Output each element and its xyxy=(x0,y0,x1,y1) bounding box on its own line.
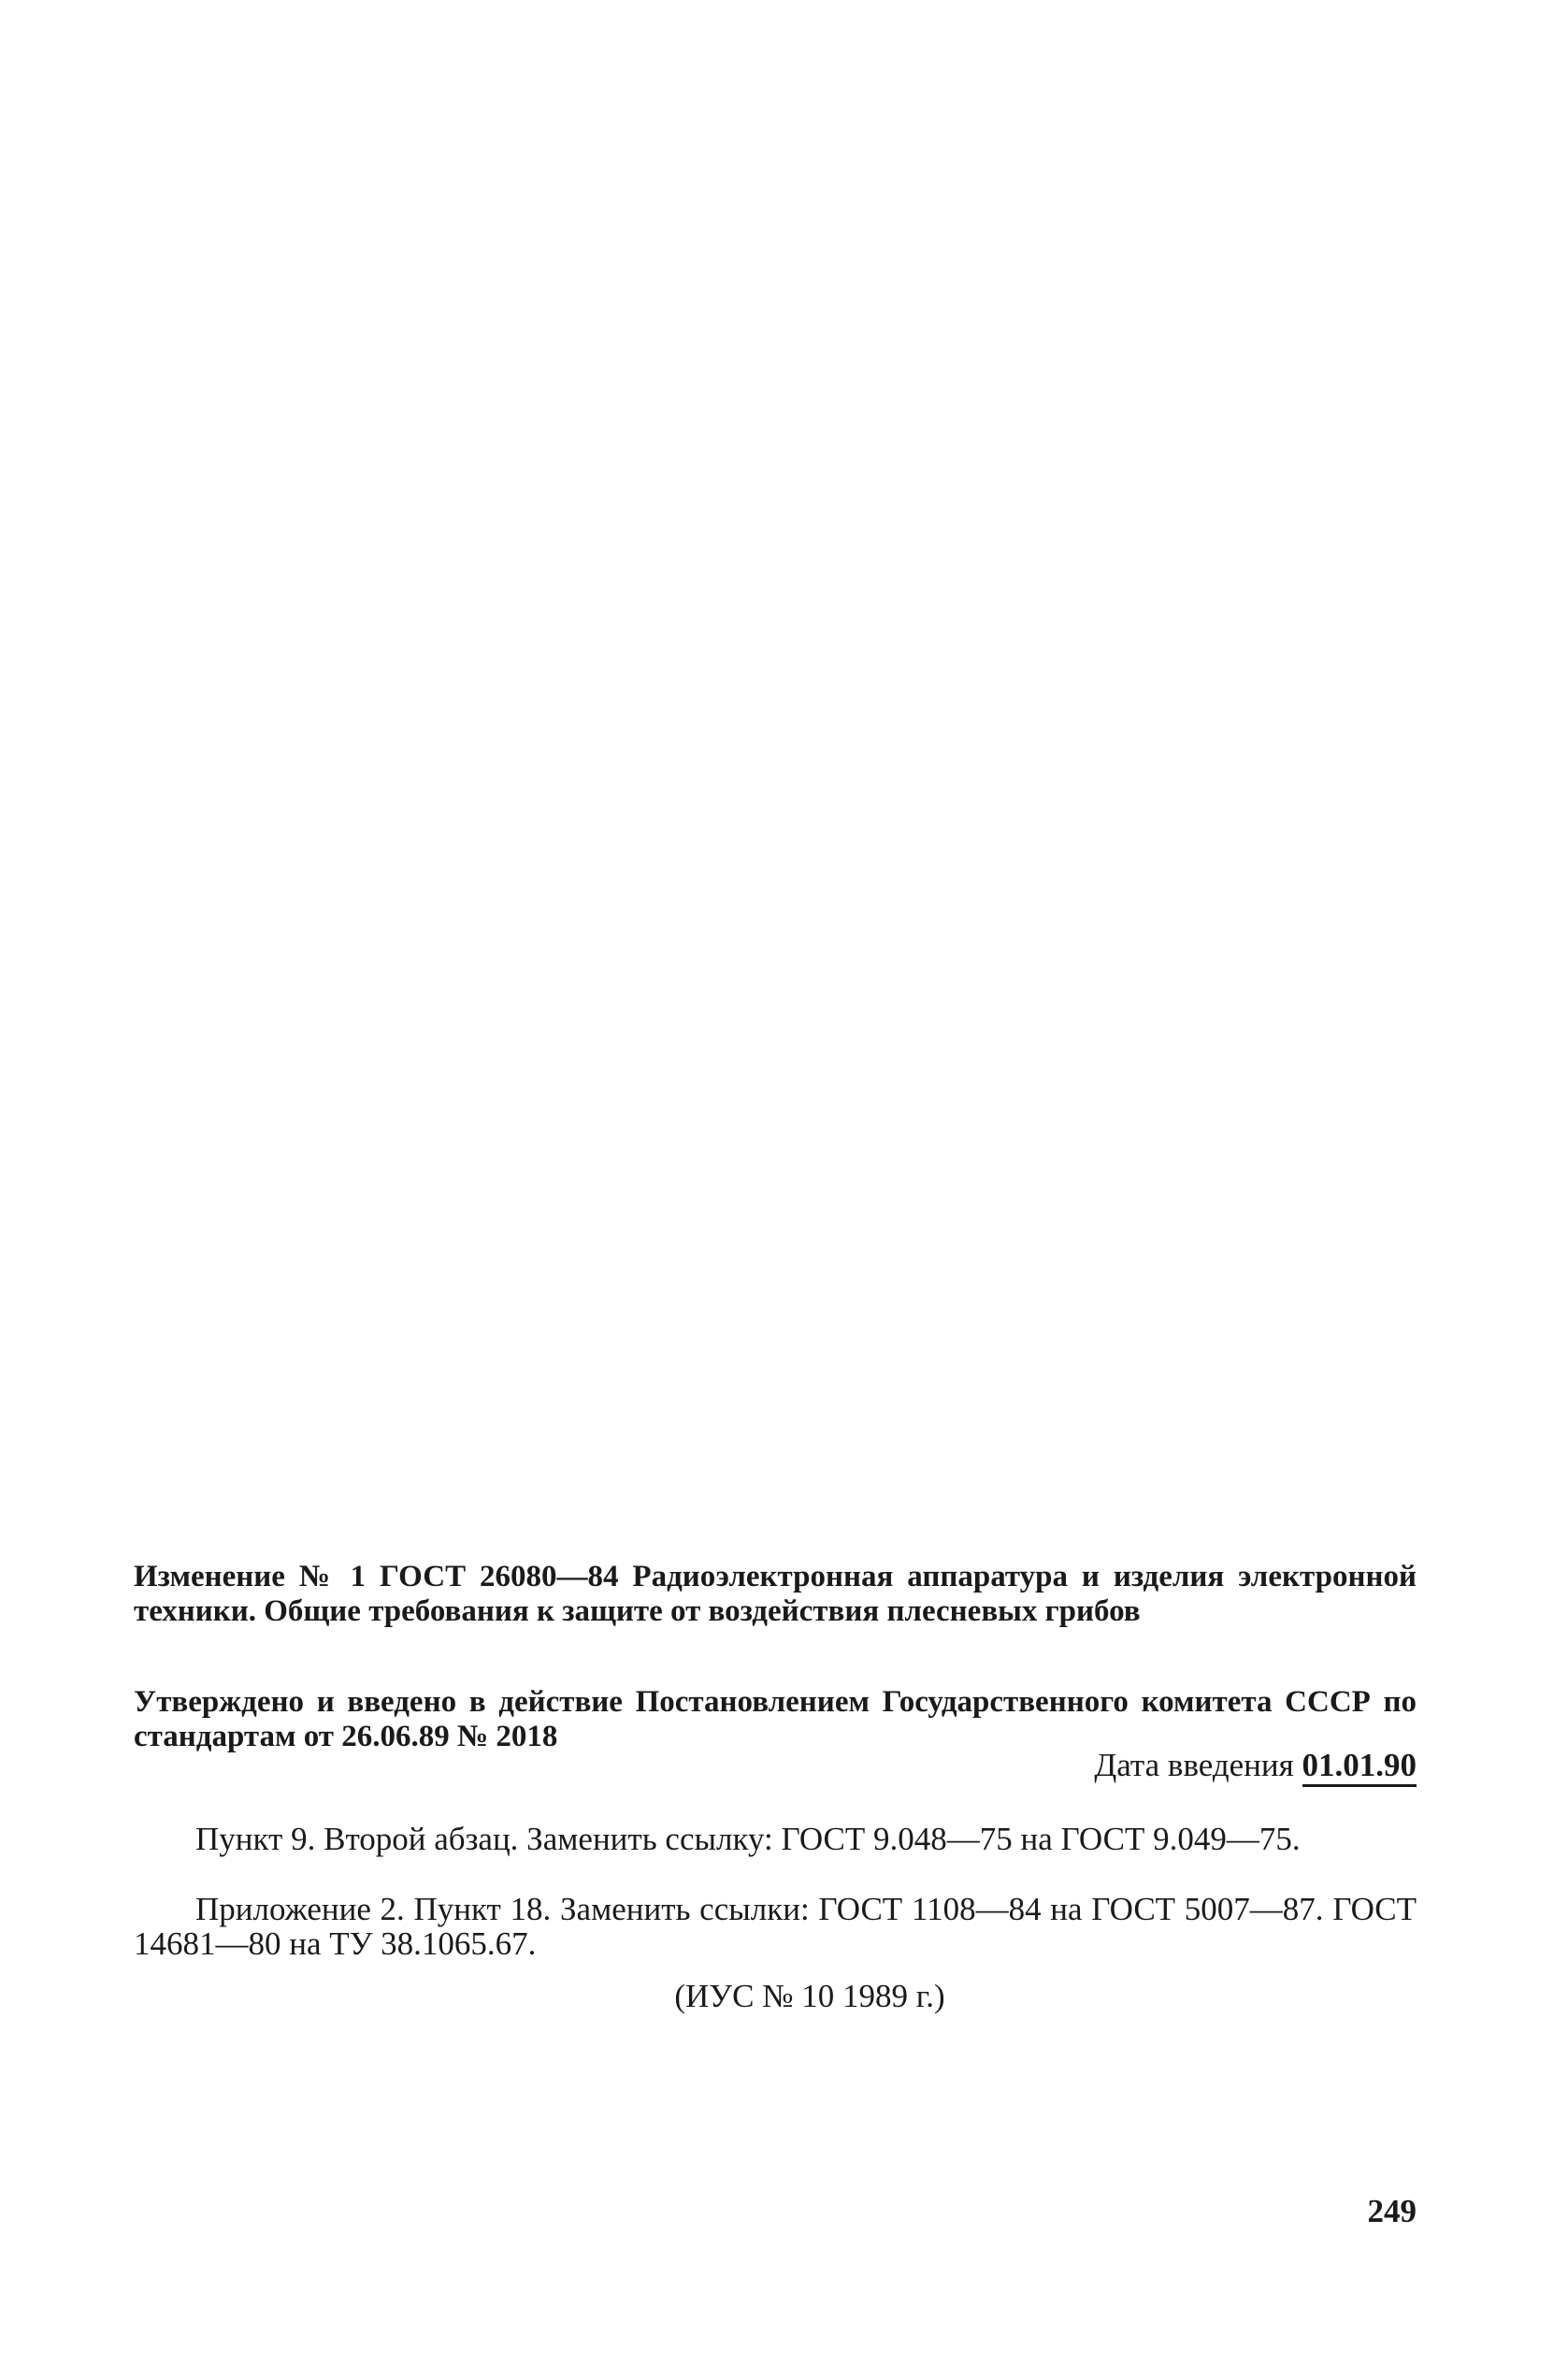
page-number: 249 xyxy=(1367,2193,1417,2229)
effective-date-value: 01.01.90 xyxy=(1302,1747,1417,1787)
source-reference: (ИУС № 10 1989 г.) xyxy=(674,1978,945,2014)
paragraph-appendix-2: Приложение 2. Пункт 18. Заменить ссылки: ГОСТ 1108—84 на ГОСТ 5007—87. ГОСТ 14681—80 на ТУ 38.1065.67. xyxy=(134,1891,1417,1962)
effective-date-line xyxy=(1094,1747,1417,1784)
paragraph-point-9: Пункт 9. Второй абзац. Заменить ссылку: ГОСТ 9.048—75 на ГОСТ 9.049—75. xyxy=(195,1821,1301,1857)
amendment-title: Изменение № 1 ГОСТ 26080—84 Радиоэлектронная аппаратура и изделия электронной техники. Общие требования к защите от воздействия плесневых грибов xyxy=(134,1560,1417,1628)
effective-date-label: Дата введения xyxy=(1094,1747,1294,1783)
approval-statement: Утверждено и введено в действие Постановлением Государственного комитета СССР по стандартам от 26.06.89 № 2018 xyxy=(134,1685,1417,1753)
